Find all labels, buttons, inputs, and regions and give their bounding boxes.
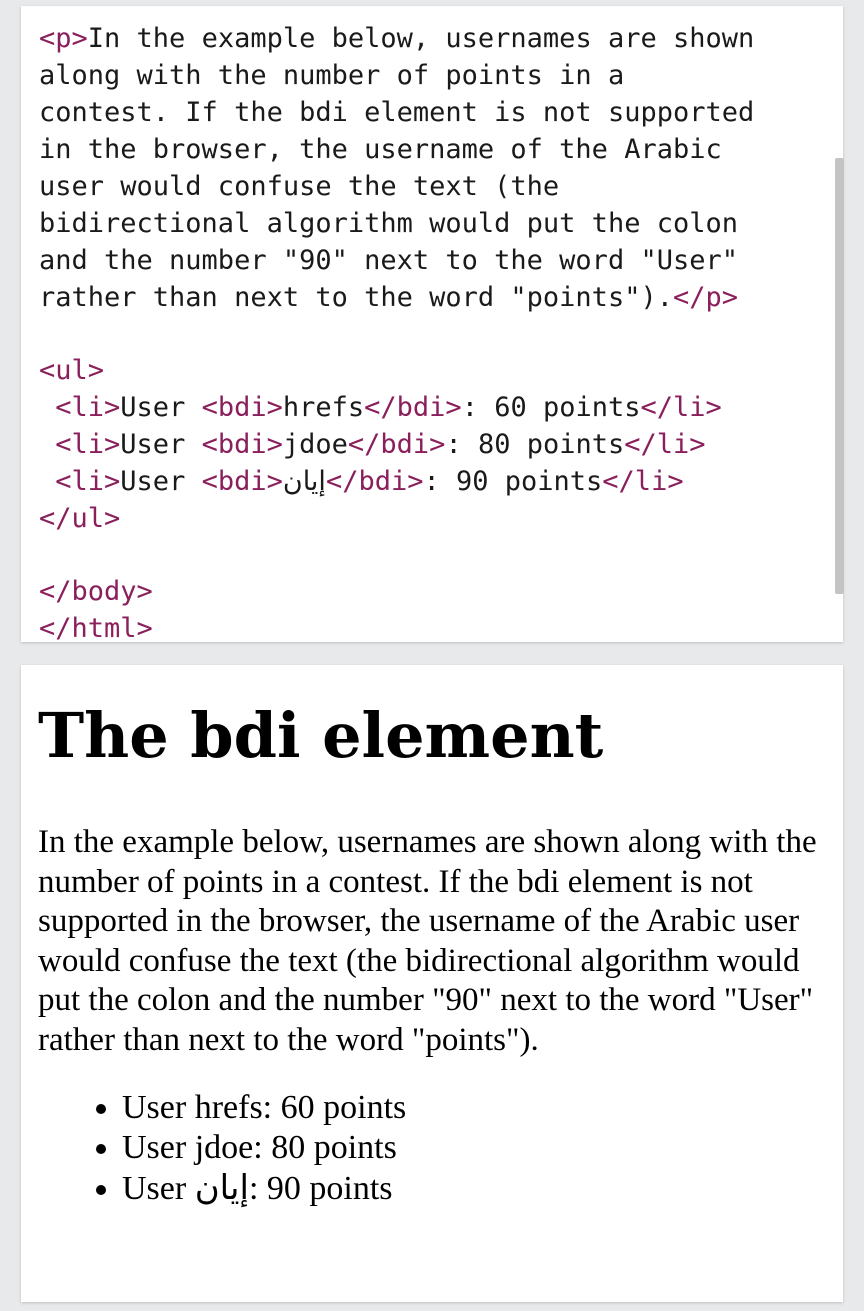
- code-text: bidirectional algorithm would put the colon: [39, 208, 738, 239]
- code-tag: </bdi>: [364, 392, 462, 423]
- list-item-prefix: User: [122, 1170, 195, 1207]
- code-tag: <li>: [55, 466, 121, 497]
- code-line: [39, 279, 829, 316]
- list-item: [122, 1128, 828, 1168]
- username-bdi: jdoe: [194, 1129, 254, 1166]
- code-username: hrefs: [282, 392, 365, 423]
- code-line: [39, 610, 829, 642]
- code-line: [39, 242, 829, 279]
- username-bdi: إيان: [194, 1168, 249, 1208]
- code-indent: [39, 466, 55, 497]
- code-username: jdoe: [282, 429, 348, 460]
- code-text: in the browser, the username of the Arabic: [39, 134, 722, 165]
- code-line: [39, 500, 829, 537]
- code-line: [39, 573, 829, 610]
- code-indent: [39, 392, 55, 423]
- list-item-suffix: : 80 points: [253, 1129, 397, 1166]
- code-line: [39, 352, 829, 389]
- code-text: User: [120, 466, 202, 497]
- code-tag: </bdi>: [347, 429, 446, 460]
- code-text: : 90 points: [423, 466, 603, 497]
- code-editor-panel[interactable]: [21, 6, 843, 642]
- code-line: [39, 463, 829, 500]
- code-text: and the number "90" next to the word "User": [39, 245, 738, 276]
- code-tag: </li>: [640, 392, 722, 423]
- list-item: [122, 1088, 828, 1128]
- list-item-suffix: : 60 points: [262, 1089, 407, 1126]
- result-preview-panel: [21, 665, 843, 1302]
- code-line: [39, 57, 829, 94]
- code-line: [39, 168, 829, 205]
- code-tag: <bdi>: [201, 429, 283, 460]
- code-text: In the example below, usernames are shown: [87, 23, 755, 54]
- code-tag: </body>: [39, 576, 153, 607]
- rendered-page: [38, 665, 828, 1209]
- code-line: [39, 426, 829, 463]
- code-line: [39, 94, 829, 131]
- code-scrollbar[interactable]: [835, 158, 844, 594]
- page-heading: The bdi element: [38, 699, 604, 772]
- code-text: User: [120, 392, 202, 423]
- username-bdi: hrefs: [194, 1089, 263, 1126]
- code-text: : 80 points: [445, 429, 625, 460]
- code-tag: </li>: [624, 429, 706, 460]
- code-line: [39, 389, 829, 426]
- list-item-prefix: User: [122, 1089, 195, 1126]
- code-text: rather than next to the word "points").: [39, 282, 673, 313]
- code-tag: </p>: [672, 282, 738, 313]
- user-list: [38, 1088, 828, 1209]
- code-view[interactable]: [39, 20, 829, 642]
- code-indent: [39, 429, 55, 460]
- code-tag: </html>: [39, 613, 153, 642]
- list-item-suffix: : 90 points: [248, 1170, 393, 1207]
- code-text: along with the number of points in a: [39, 60, 625, 91]
- list-item-prefix: User: [122, 1129, 195, 1166]
- code-tag: <li>: [55, 429, 121, 460]
- list-item: [122, 1168, 828, 1209]
- code-tag: </li>: [602, 466, 684, 497]
- code-line: [39, 205, 829, 242]
- page-paragraph: In the example below, usernames are shown along with the number of points in a contest. If the bdi element is not supported in the browser, the username of the Arabic user would confuse the text (the bidirectional algorithm would put the colon and the number "90" next to the word "User" rather than next to the word "points").: [38, 824, 817, 1058]
- code-tag: <bdi>: [201, 466, 283, 497]
- code-text: contest. If the bdi element is not supported: [39, 97, 755, 128]
- code-text: user would confuse the text (the: [39, 171, 560, 202]
- code-tag: <bdi>: [201, 392, 283, 423]
- code-username: إيان: [282, 466, 326, 497]
- code-text: User: [120, 429, 202, 460]
- code-line: [39, 20, 829, 57]
- code-blank-line: [39, 537, 829, 573]
- code-tag: </bdi>: [325, 466, 424, 497]
- code-tag: <ul>: [39, 355, 105, 386]
- code-tag: </ul>: [39, 503, 121, 534]
- code-tag: <p>: [39, 23, 88, 54]
- code-text: : 60 points: [461, 392, 641, 423]
- code-tag: <li>: [55, 392, 121, 423]
- code-blank-line: [39, 316, 829, 352]
- code-line: [39, 131, 829, 168]
